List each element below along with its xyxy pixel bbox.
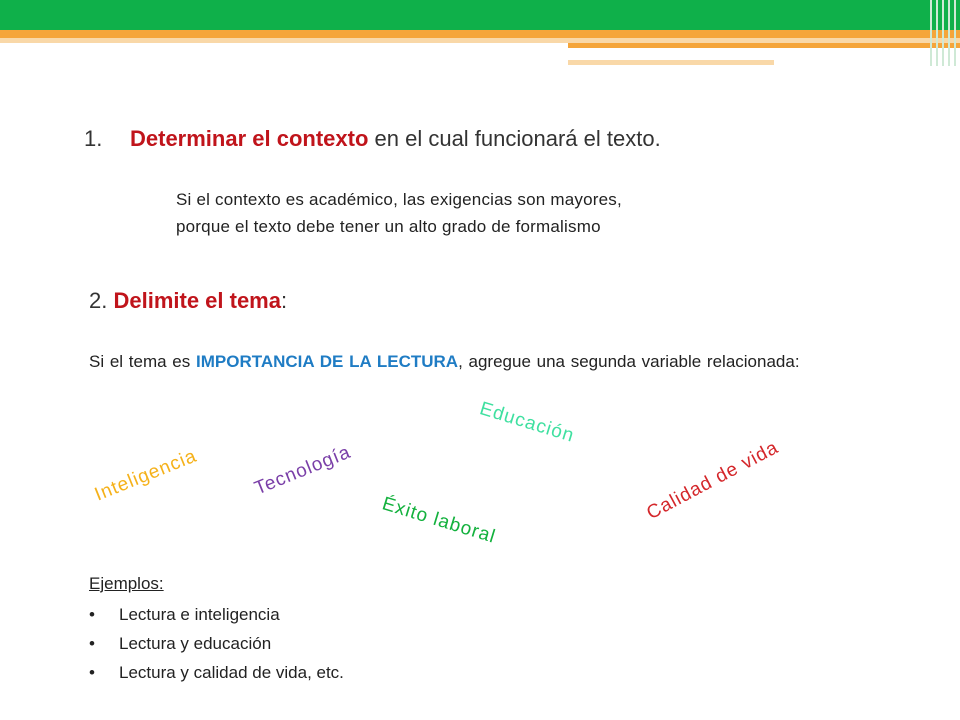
header-vertical-lines	[928, 0, 960, 66]
word-exito-laboral: Éxito laboral	[379, 493, 499, 548]
word-calidad-de-vida: Calidad de vida	[643, 437, 783, 525]
item-2-number: 2.	[89, 288, 114, 313]
item-2-bold: Delimite el tema	[113, 288, 281, 313]
list-item	[89, 600, 344, 629]
word-inteligencia: Inteligencia	[91, 445, 200, 506]
example-text: Lectura y educación	[119, 634, 272, 653]
item-1-bold: Determinar el contexto	[130, 126, 369, 151]
item-2-highlight: IMPORTANCIA DE LA LECTURA	[196, 352, 459, 371]
bullet: •	[89, 663, 95, 682]
bullet: •	[89, 605, 95, 624]
example-text: Lectura y calidad de vida, etc.	[119, 663, 344, 682]
item-2-paragraph-pre: Si el tema es	[89, 352, 196, 371]
item-2-paragraph-post: , agregue una segunda variable relacionada:	[458, 352, 800, 371]
item-1-rest: en el cual funcionará el texto.	[368, 126, 661, 151]
word-educacion: Educación	[477, 398, 577, 447]
item-1-paragraph-line1: Si el contexto es académico, las exigencias son mayores,	[176, 190, 622, 209]
item-1-number: 1.	[84, 126, 103, 151]
examples-list	[89, 600, 344, 687]
header-orange-notch	[568, 43, 960, 48]
item-2-paragraph	[89, 348, 849, 375]
examples-title: Ejemplos:	[89, 574, 164, 593]
item-2-colon: :	[280, 288, 288, 313]
header-white-line	[572, 49, 888, 51]
list-item	[89, 629, 344, 658]
item-1-heading	[84, 126, 661, 152]
header-orange-bar	[0, 30, 960, 38]
bullet: •	[89, 634, 95, 653]
header-green-bar	[0, 0, 960, 30]
header-light-notch	[568, 60, 774, 65]
word-tecnologia: Tecnología	[251, 441, 354, 500]
item-1-paragraph-line2: porque el texto debe tener un alto grado de formalismo	[176, 217, 601, 236]
list-item	[89, 658, 344, 687]
item-1-paragraph	[176, 186, 622, 240]
example-text: Lectura e inteligencia	[119, 605, 280, 624]
item-2-heading	[89, 288, 287, 314]
